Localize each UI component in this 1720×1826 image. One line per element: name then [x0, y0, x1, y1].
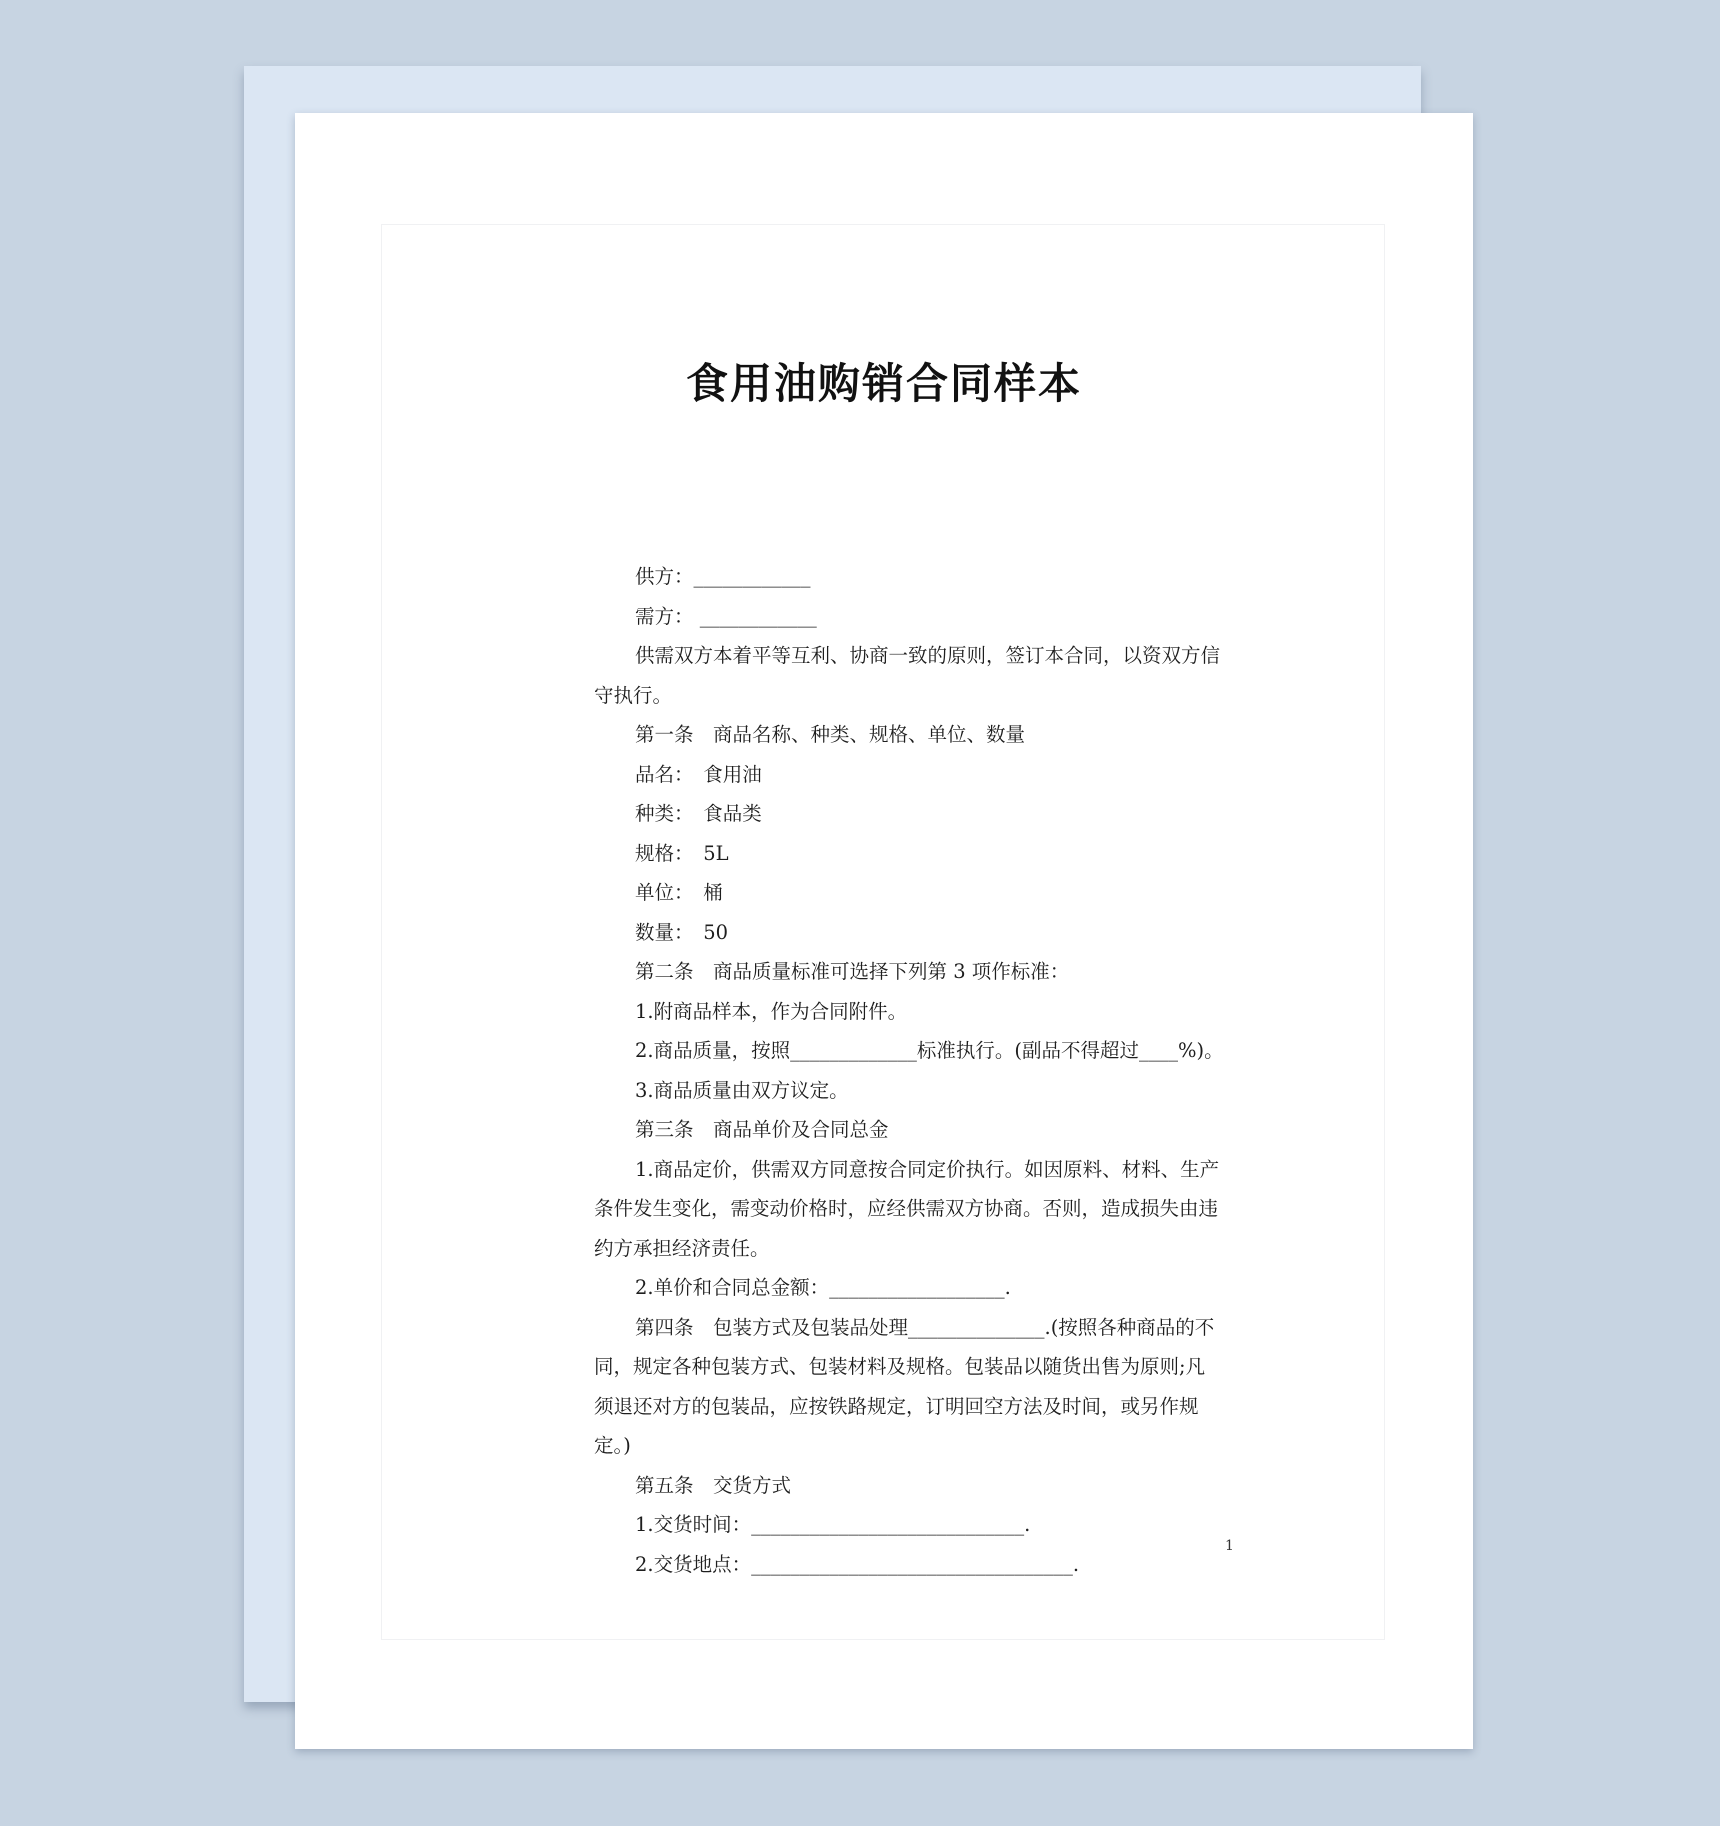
document-body [594, 557, 1224, 1584]
document-title: 食用油购销合同样本 [685, 359, 1082, 408]
article-1-heading: 第一条 商品名称、种类、规格、单位、数量 [635, 723, 1026, 746]
article-2-item-2: 2.商品质量，按照_____________标准执行。(副品不得超过____%)。 [635, 1039, 1224, 1062]
paragraph-preamble: 供需双方本着平等互利、协商一致的原则，签订本合同，以资双方信守执行。 [594, 644, 1221, 707]
item-category: 种类： 食品类 [635, 802, 762, 825]
article-5-heading: 第五条 交货方式 [635, 1473, 792, 1497]
article-5-item-1: 1.交货时间：____________________________. [635, 1513, 1031, 1536]
article-3-item-2: 2.单价和合同总金额：__________________. [635, 1276, 1011, 1299]
item-unit: 单位： 桶 [635, 881, 723, 904]
article-5-item-2: 2.交货地点：_________________________________. [635, 1552, 1080, 1576]
article-3-heading: 第三条 商品单价及合同总金 [635, 1118, 889, 1141]
page-number: 1 [1225, 1538, 1234, 1554]
article-4-paragraph: 第四条 包装方式及包装品处理______________.(按照各种商品的不同，规定各种包装方式、包装材料及规格。包装品以随货出售为原则;凡须退还对方的包装品，应按铁路规定，订明回空方法及时间，或另作规定。) [594, 1315, 1215, 1457]
item-specification: 规格： 5L [635, 841, 729, 865]
item-quantity: 数量： 50 [635, 920, 729, 944]
paragraph-buyer: 需方： ____________ [635, 604, 817, 628]
article-3-item-1: 1.商品定价，供需双方同意按合同定价执行。如因原料、材料、生产条件发生变化，需变动价格时，应经供需双方协商。否则，造成损失由违约方承担经济责任。 [594, 1157, 1220, 1260]
article-2-item-3: 3.商品质量由双方议定。 [635, 1078, 849, 1102]
document-page [295, 113, 1473, 1749]
article-2-item-1: 1.附商品样本，作为合同附件。 [635, 999, 908, 1023]
article-2-heading: 第二条 商品质量标准可选择下列第 3 项作标准： [635, 960, 1070, 983]
item-product-name: 品名： 食用油 [635, 762, 762, 786]
paragraph-supplier: 供方：____________ [635, 565, 811, 588]
